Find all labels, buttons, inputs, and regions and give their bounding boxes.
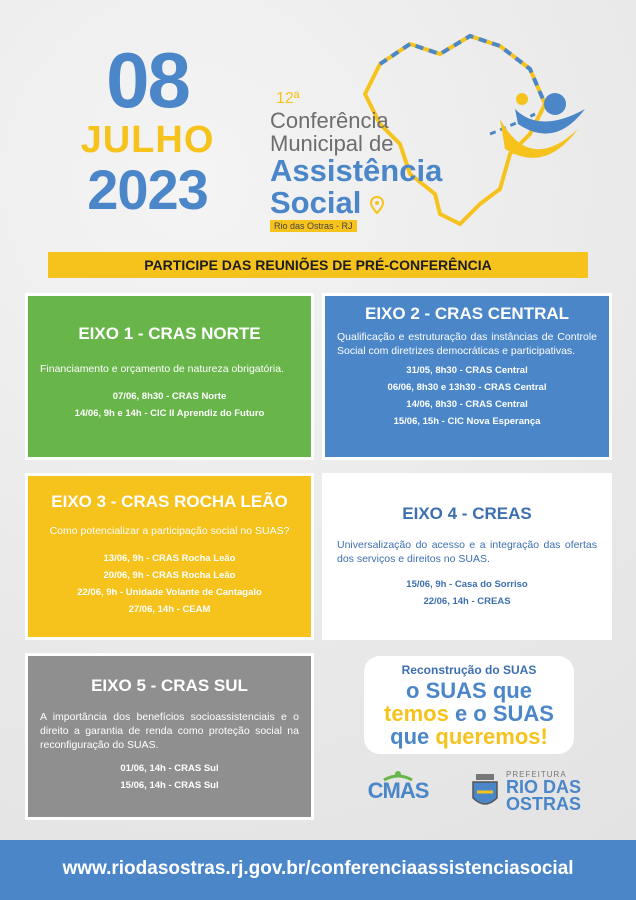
slogan-line3 xyxy=(364,725,574,748)
cmas-logo xyxy=(358,770,438,816)
eixo-5-card xyxy=(25,653,314,820)
eixo-3-card xyxy=(25,473,314,640)
date-month: JULHO xyxy=(80,119,215,161)
eixo-description: Como potencializar a participação social no SUAS? xyxy=(49,525,290,537)
eixo-1-card xyxy=(25,293,314,460)
cmas-text: CMAS xyxy=(367,778,429,803)
schedule-item: 27/06, 14h - CEAM xyxy=(128,604,211,615)
conference-place: Rio das Ostras - RJ xyxy=(270,220,357,232)
eixo-title: EIXO 4 - CREAS xyxy=(402,504,532,523)
prefeitura-logo xyxy=(470,768,590,818)
eixo-description: Universalização do acesso e a integração das ofertas dos serviços e direitos no SUAS. xyxy=(337,539,597,565)
schedule-item: 06/06, 8h30 e 13h30 - CRAS Central xyxy=(387,382,547,393)
slogan-line2 xyxy=(364,702,574,725)
schedule-item: 22/06, 14h - CREAS xyxy=(423,596,511,607)
rio-das-label: RIO DAS xyxy=(506,777,582,797)
slogan-temos: temos xyxy=(384,701,449,726)
eixo-4-card xyxy=(322,473,612,640)
schedule-item: 15/06, 14h - CRAS Sul xyxy=(120,780,219,791)
cmas-person-icon xyxy=(378,770,418,784)
conference-title-line1: Conferência xyxy=(270,108,389,133)
schedule-item: 14/06, 9h e 14h - CIC II Aprendiz do Futuro xyxy=(74,408,265,419)
pre-conference-banner: PARTICIPE DAS REUNIÕES DE PRÉ-CONFERÊNCIA xyxy=(48,252,588,278)
conference-edition: 12ª xyxy=(276,90,300,107)
eixo-description: Financiamento e orçamento de natureza obrigatória. xyxy=(40,363,284,375)
schedule-item: 07/06, 8h30 - CRAS Norte xyxy=(112,391,227,402)
schedule-item: 14/06, 8h30 - CRAS Central xyxy=(406,399,528,410)
schedule-item: 22/06, 9h - Unidade Volante de Cantagalo xyxy=(77,587,262,598)
conference-title-line2: Municipal de xyxy=(270,131,394,156)
eixo-2-card xyxy=(322,293,612,460)
schedule-item: 31/05, 8h30 - CRAS Central xyxy=(406,365,528,376)
slogan-box xyxy=(364,656,574,754)
slogan-e-o-suas: e o SUAS xyxy=(454,701,554,726)
schedule-item: 15/06, 9h - Casa do Sorriso xyxy=(406,579,528,590)
coat-of-arms-icon xyxy=(470,772,500,812)
ostras-label: OSTRAS xyxy=(506,794,582,814)
schedule-item: 20/06, 9h - CRAS Rocha Leão xyxy=(103,570,236,581)
conference-title-line4 xyxy=(270,187,384,219)
slogan-que: que xyxy=(390,724,430,749)
schedule-item: 01/06, 14h - CRAS Sul xyxy=(120,763,219,774)
slogan-heading: Reconstrução do SUAS xyxy=(401,663,537,677)
eixo-title: EIXO 5 - CRAS SUL xyxy=(91,676,248,695)
eixo-title: EIXO 1 - CRAS NORTE xyxy=(78,324,261,343)
date-year: 2023 xyxy=(87,158,208,221)
eixo-title: EIXO 2 - CRAS CENTRAL xyxy=(364,304,570,323)
date-day: 08 xyxy=(106,36,189,124)
person-head-icon xyxy=(544,93,566,115)
schedule-item: 13/06, 9h - CRAS Rocha Leão xyxy=(103,553,236,564)
schedule-item: 15/06, 15h - CIC Nova Esperança xyxy=(393,416,541,427)
slogan-queremos: queremos! xyxy=(435,724,548,749)
conference-title-social: Social xyxy=(270,185,362,220)
slogan-line1: o SUAS que xyxy=(406,678,532,703)
location-pin-icon xyxy=(370,196,384,214)
prefeitura-label: PREFEITURA xyxy=(506,770,567,779)
eixo-title: EIXO 3 - CRAS ROCHA LEÃO xyxy=(51,492,288,511)
eixo-description: Qualificação e estruturação das instâncias de Controle Social com diretrizes democráticas e participativas. xyxy=(337,331,597,357)
eixo-description: A importância dos benefícios socioassistenciais e o direito a garantia de renda como proteção social na reconfiguração do SUAS. xyxy=(40,711,299,751)
conference-title-line3: Assistência xyxy=(270,153,443,188)
footer-url[interactable]: www.riodasostras.rj.gov.br/conferenciaassistenciasocial xyxy=(0,840,636,900)
